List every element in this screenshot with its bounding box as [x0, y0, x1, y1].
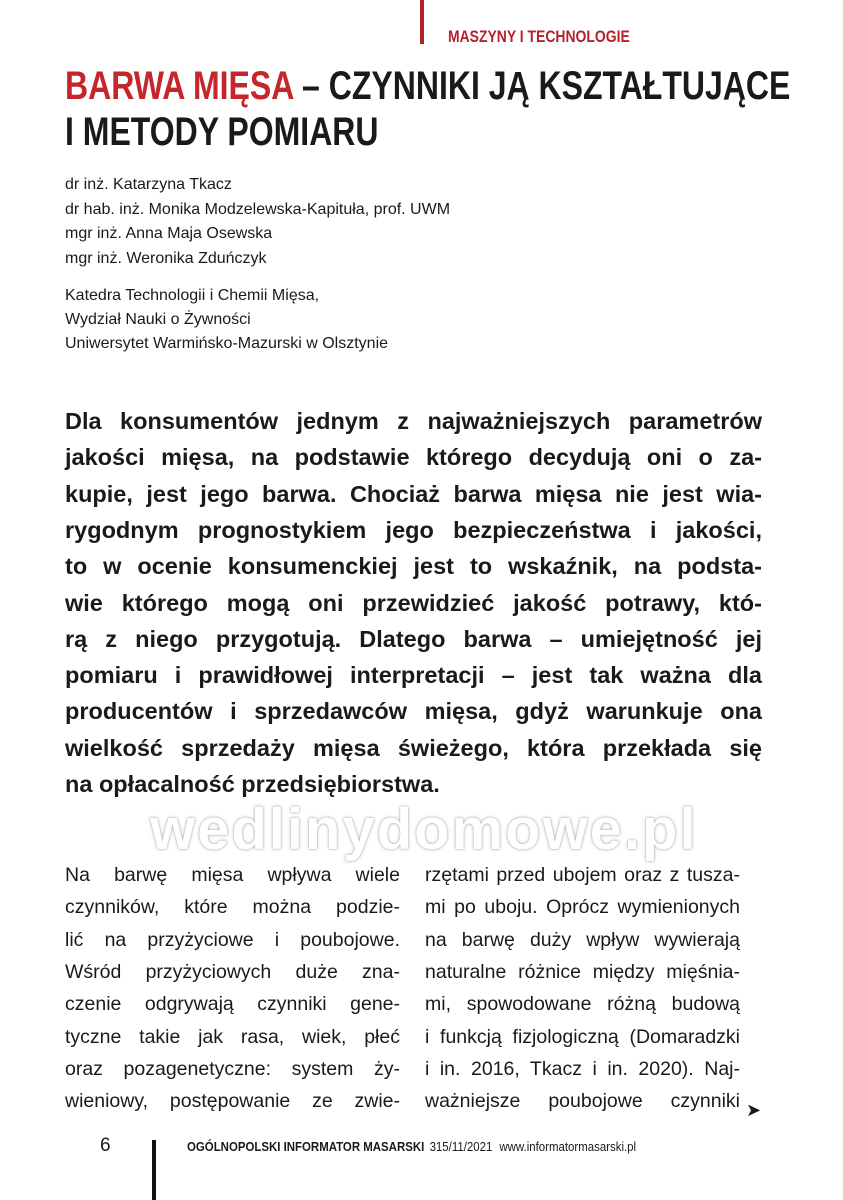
lead-line: kupie, jest jego barwa. Chociaż barwa mięsa nie jest wia- [65, 480, 762, 507]
lead-line: producentów i sprzedawców mięsa, gdyż warunkuje ona [65, 698, 762, 725]
watermark: wedlinydomowe.pl [150, 797, 698, 862]
footer-issue: 315/11/2021 [429, 1139, 493, 1154]
lead-line: wie którego mogą oni przewidzieć jakość potrawy, któ- [65, 589, 762, 616]
body-line: wieniowy, postępowanie ze zwie- [65, 1090, 400, 1113]
body-line: i in. 2016, Tkacz i in. 2020). Naj- [425, 1057, 740, 1080]
body-line: czynników, które można podzie- [65, 896, 400, 919]
author-line: mgr inż. Weronika Zduńczyk [65, 250, 267, 268]
body-line: rzętami przed ubojem oraz z tusza- [425, 864, 740, 886]
body-line: mi po uboju. Oprócz wymienionych [425, 896, 740, 919]
author-line: dr hab. inż. Monika Modzelewska-Kapituła, prof. UWM [65, 200, 451, 218]
continue-arrow-icon: ➤ [746, 1100, 762, 1120]
title-rest: – CZYNNIKI JĄ KSZTAŁTUJĄCE [293, 64, 791, 108]
body-line: mi, spowodowane różną budową [425, 993, 740, 1016]
body-line: tyczne takie jak rasa, wiek, płeć [65, 1025, 400, 1048]
footer [187, 1139, 643, 1154]
footer-url: www.informatormasarski.pl [499, 1139, 637, 1154]
lead-line: jakości mięsa, na podstawie którego decydują oni o za- [65, 444, 762, 471]
lead-line: rygodnym prognostykiem jego bezpieczeństwa i jakości, [65, 516, 762, 543]
affiliation-line: Uniwersytet Warmińsko-Mazurski w Olsztynie [65, 335, 389, 352]
lead-line: to w ocenie konsumenckiej jest to wskaźnik, na podsta- [65, 553, 762, 580]
lead-line: pomiaru i prawidłowej interpretacji – jest tak ważna dla [65, 662, 762, 689]
body-line: Na barwę mięsa wpływa wiele [65, 864, 400, 886]
page-number: 6 [100, 1135, 111, 1156]
body-line: czenie odgrywają czynniki gene- [65, 993, 400, 1016]
body-line: Wśród przyżyciowych duże zna- [65, 960, 400, 983]
footer-bar [152, 1140, 156, 1200]
article-title-line-1 [65, 64, 790, 109]
affiliation-line: Katedra Technologii i Chemii Mięsa, [65, 287, 320, 304]
body-line: ważniejsze poubojowe czynniki [425, 1090, 740, 1113]
lead-line: wielkość sprzedaży mięsa świeżego, która przekłada się [65, 734, 762, 761]
body-line: naturalne różnice między mięśnia- [425, 960, 740, 983]
lead-line: Dla konsumentów jednym z najważniejszych parametrów [65, 408, 762, 434]
lead-line: rą z niego przygotują. Dlatego barwa – umiejętność jej [65, 625, 762, 652]
section-accent-bar [420, 0, 424, 44]
body-line: i funkcją fizjologiczną (Domaradzki [425, 1025, 740, 1048]
body-line: na barwę duży wpływ wywierają [425, 928, 740, 951]
body-line: oraz pozagenetyczne: system ży- [65, 1057, 400, 1080]
article-title-line-2: I METODY POMIARU [65, 110, 379, 154]
body-line: lić na przyżyciowe i poubojowe. [65, 928, 400, 951]
section-label: MASZYNY I TECHNOLOGIE [448, 27, 630, 46]
author-line: mgr inż. Anna Maja Osewska [65, 225, 273, 243]
footer-magazine: OGÓLNOPOLSKI INFORMATOR MASARSKI [187, 1139, 425, 1154]
author-line: dr inż. Katarzyna Tkacz [65, 176, 232, 193]
affiliation-line: Wydział Nauki o Żywności [65, 311, 251, 328]
title-highlight: BARWA MIĘSA [65, 64, 294, 108]
lead-line: na opłacalność przedsiębiorstwa. [65, 771, 440, 797]
